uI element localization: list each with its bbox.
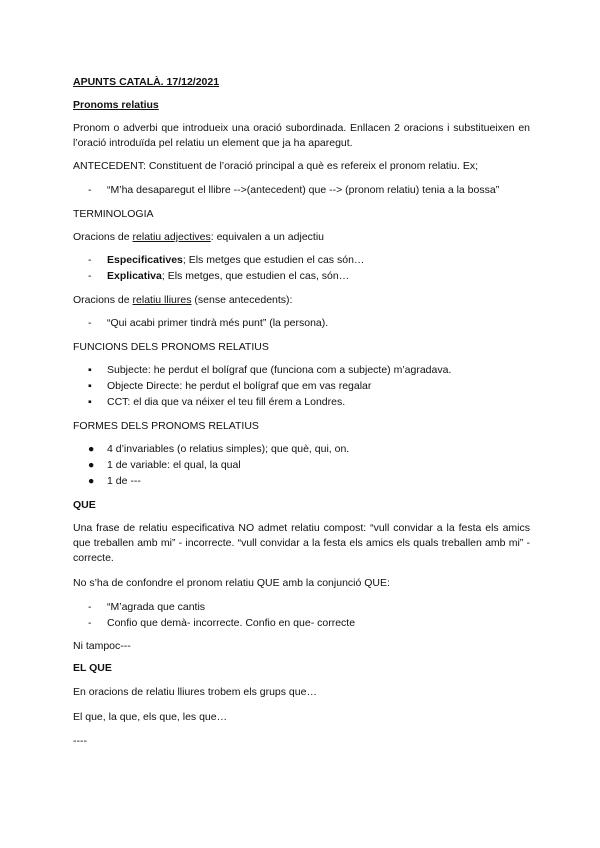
list-item-especificatives bbox=[107, 253, 540, 268]
end-marker: ---- bbox=[73, 735, 87, 747]
relatiu-lliures-example: “Qui acabi primer tindrà més punt” (la persona). bbox=[107, 317, 329, 329]
explicativa-label: Explicativa bbox=[107, 270, 162, 282]
dash-bullet: - bbox=[88, 617, 92, 629]
relatiu-adjectives-term: relatiu adjectives bbox=[132, 231, 211, 243]
relatiu-adjectives-line bbox=[73, 230, 530, 245]
section-heading-funcions: FUNCIONS DELS PRONOMS RELATIUS bbox=[73, 341, 269, 353]
explicativa-text: ; Els metges, que estudien el cas, són… bbox=[161, 270, 350, 282]
antecedent-definition: ANTECEDENT: Constituent de l’oració principal a què es refereix el pronom relatiu. Ex; bbox=[73, 160, 479, 172]
dot-bullet: ● bbox=[88, 475, 95, 487]
dash-bullet: - bbox=[88, 601, 92, 613]
relatiu-lliures-term: relatiu lliures bbox=[132, 294, 192, 306]
square-bullet: ▪ bbox=[88, 396, 92, 408]
relatiu-adjectives-suffix: : equivalen a un adjectiu bbox=[210, 231, 324, 243]
relatiu-lliures-suffix: (sense antecedents): bbox=[191, 294, 293, 306]
dash-bullet: - bbox=[88, 184, 92, 196]
section-heading-el-que: EL QUE bbox=[73, 662, 112, 674]
que-example-1: “M’agrada que cantis bbox=[107, 601, 206, 613]
forma-invariables: 4 d’invariables (o relatius simples); que què, qui, on. bbox=[107, 443, 350, 455]
dash-bullet: - bbox=[88, 270, 92, 282]
section-heading-que: QUE bbox=[73, 499, 96, 511]
list-item-explicativa bbox=[107, 269, 540, 284]
relatiu-adjectives-prefix: Oracions de bbox=[73, 231, 133, 243]
document-title: APUNTS CATALÀ. 17/12/2021 bbox=[73, 76, 220, 88]
funcio-subjecte: Subjecte: he perdut el bolígraf que (funciona com a subjecte) m’agradava. bbox=[107, 364, 452, 376]
que-example-2: Confio que demà- incorrecte. Confio en que- correcte bbox=[107, 617, 356, 629]
section-heading-terminologia: TERMINOLOGIA bbox=[73, 208, 154, 220]
square-bullet: ▪ bbox=[88, 380, 92, 392]
forma-other: 1 de --- bbox=[107, 475, 141, 487]
dot-bullet: ● bbox=[88, 459, 95, 471]
el-que-paragraph-2: El que, la que, els que, les que… bbox=[73, 711, 228, 723]
que-paragraph-2: No s’ha de confondre el pronom relatiu QUE amb la conjunció QUE: bbox=[73, 577, 390, 589]
el-que-paragraph-1: En oracions de relatiu lliures trobem els grups que… bbox=[73, 686, 317, 698]
forma-variable: 1 de variable: el qual, la qual bbox=[107, 459, 241, 471]
especificatives-text: ; Els metges que estudien el cas són… bbox=[182, 254, 365, 266]
funcio-objecte-directe: Objecte Directe: he perdut el bolígraf que em vas regalar bbox=[107, 380, 372, 392]
square-bullet: ▪ bbox=[88, 364, 92, 376]
section-heading-formes: FORMES DELS PRONOMS RELATIUS bbox=[73, 420, 259, 432]
dash-bullet: - bbox=[88, 317, 92, 329]
que-paragraph-3: Ni tampoc--- bbox=[73, 640, 131, 652]
intro-paragraph: Pronom o adverbi que introdueix una oració subordinada. Enllacen 2 oracions i substitueixen en l’oració introduïda pel relatiu un element que ja ha aparegut. bbox=[73, 122, 530, 149]
funcio-cct: CCT: el dia que va néixer el teu fill érem a Londres. bbox=[107, 396, 346, 408]
antecedent-example: “M’ha desaparegut el llibre -->(antecedent) que --> (pronom relatiu) tenia a la bossa” bbox=[107, 184, 500, 196]
especificatives-label: Especificatives bbox=[107, 254, 183, 266]
que-paragraph-1: Una frase de relatiu especificativa NO admet relatiu compost: “vull convidar a la festa els amics que treballen amb mi” - incorrecte. “vull convidar a la festa els amics els quals treballen amb mi” - correcte. bbox=[73, 522, 530, 564]
dash-bullet: - bbox=[88, 254, 92, 266]
relatiu-lliures-prefix: Oracions de bbox=[73, 294, 133, 306]
dot-bullet: ● bbox=[88, 443, 95, 455]
section-heading-pronoms-relatius: Pronoms relatius bbox=[73, 99, 159, 111]
relatiu-lliures-line bbox=[73, 293, 530, 308]
